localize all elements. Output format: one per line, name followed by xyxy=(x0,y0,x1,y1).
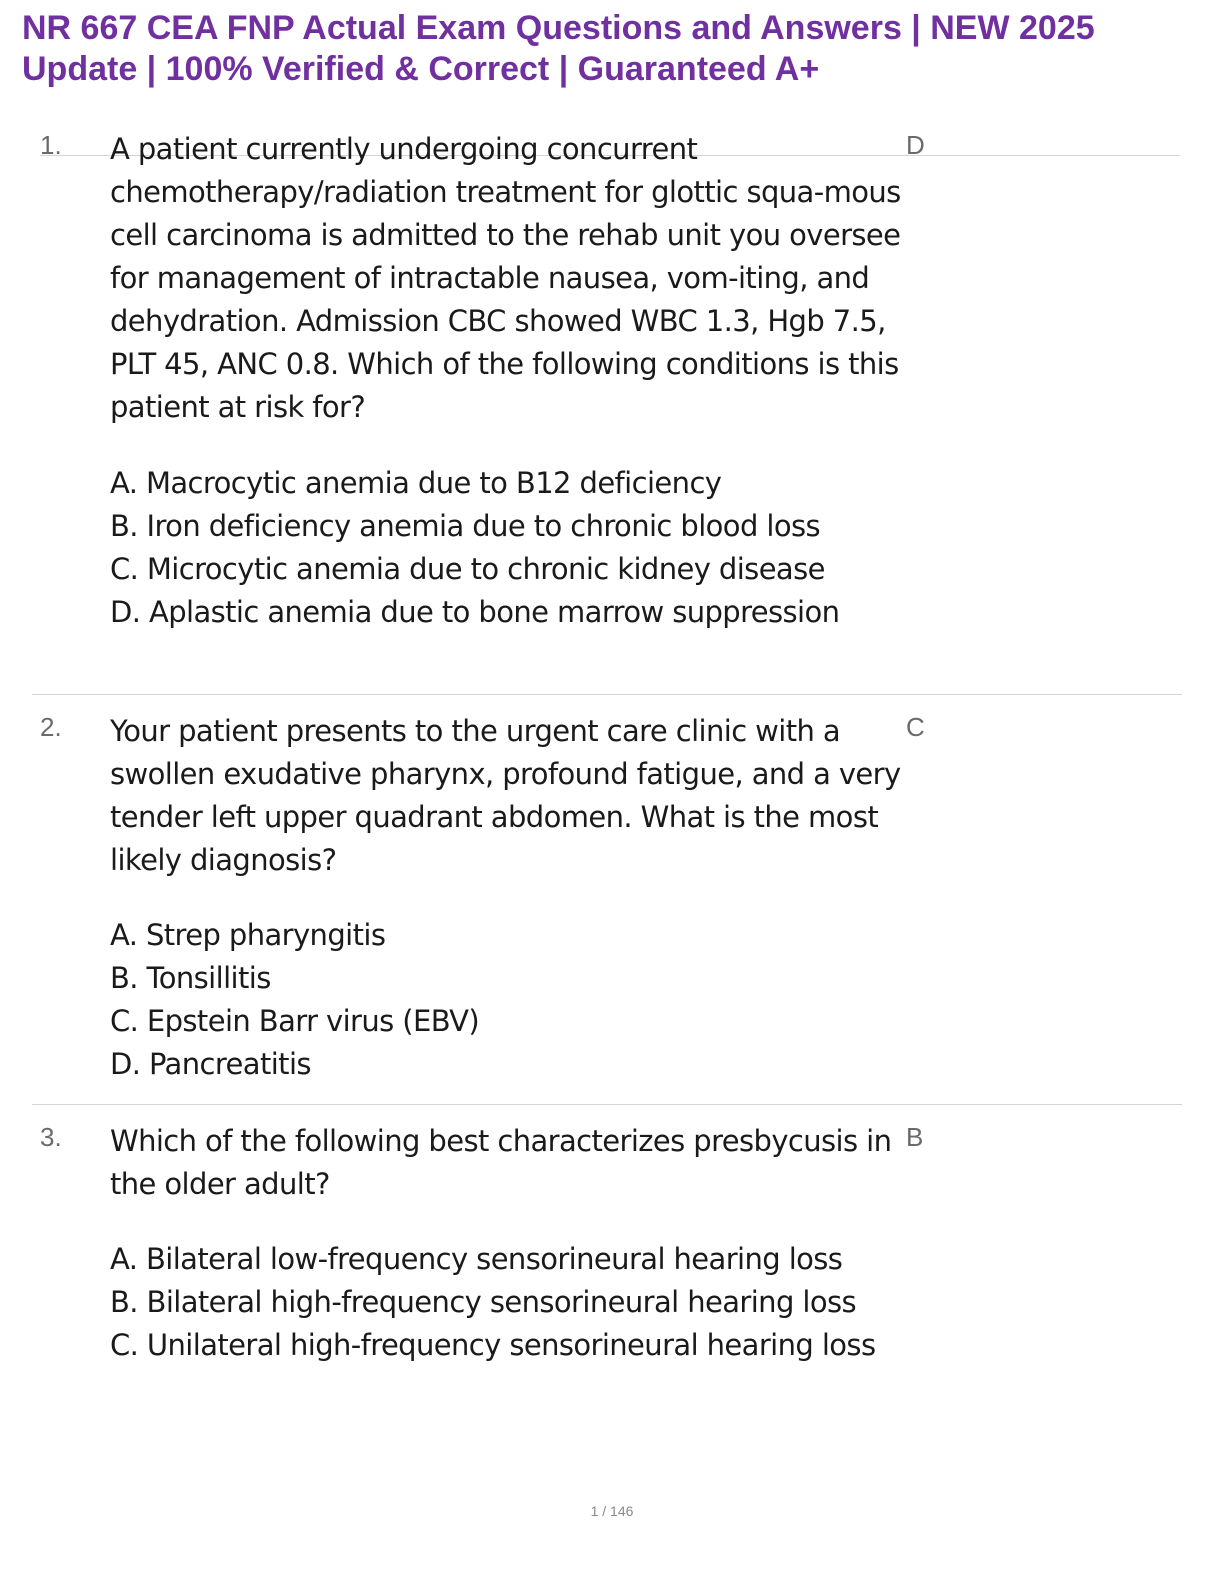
option: D. Pancreatitis xyxy=(110,1047,311,1081)
answer-key: C xyxy=(906,712,925,742)
answer-key: B xyxy=(906,1122,924,1152)
option: B. Bilateral high-frequency sensorineural hearing loss xyxy=(110,1285,856,1319)
answer-key: D xyxy=(906,130,925,160)
option: B. Iron deficiency anemia due to chronic blood loss xyxy=(110,509,820,543)
page-number: 1 / 146 xyxy=(590,1503,634,1519)
option: C. Epstein Barr virus (EBV) xyxy=(110,1004,480,1038)
question-number: 3. xyxy=(40,1122,62,1152)
question-text: Which of the following best characterizes presbycusis in the older adult? xyxy=(110,1124,892,1201)
question-number: 2. xyxy=(40,712,62,742)
divider xyxy=(32,1104,1182,1105)
option-list xyxy=(110,914,900,1086)
question-number: 1. xyxy=(40,130,62,160)
option: A. Macrocytic anemia due to B12 deficiency xyxy=(110,466,722,500)
question-text: A patient currently undergoing concurrent chemotherapy/radiation treatment for glottic squa-mous cell carcinoma is admitted to the rehab unit you oversee for management of intractable nausea, vom-iting, and dehydration. Admission CBC showed WBC 1.3, Hgb 7.5, PLT 45, ANC 0.8. Which of the following conditions is this patient at risk for? xyxy=(110,132,901,424)
option: A. Bilateral low-frequency sensorineural hearing loss xyxy=(110,1242,843,1276)
divider xyxy=(32,694,1182,695)
option: A. Strep pharyngitis xyxy=(110,918,386,952)
option-list xyxy=(110,462,900,634)
option: C. Unilateral high-frequency sensorineural hearing loss xyxy=(110,1328,876,1362)
document-title: NR 667 CEA FNP Actual Exam Questions and Answers | NEW 2025 Update | 100% Verified & Correct | Guaranteed A+ xyxy=(22,9,1095,88)
option: B. Tonsillitis xyxy=(110,961,271,995)
option: D. Aplastic anemia due to bone marrow suppression xyxy=(110,595,840,629)
option: C. Microcytic anemia due to chronic kidney disease xyxy=(110,552,825,586)
option-list xyxy=(110,1238,900,1367)
question-text: Your patient presents to the urgent care clinic with a swollen exudative pharynx, profound fatigue, and a very tender left upper quadrant abdomen. What is the most likely diagnosis? xyxy=(110,714,901,877)
